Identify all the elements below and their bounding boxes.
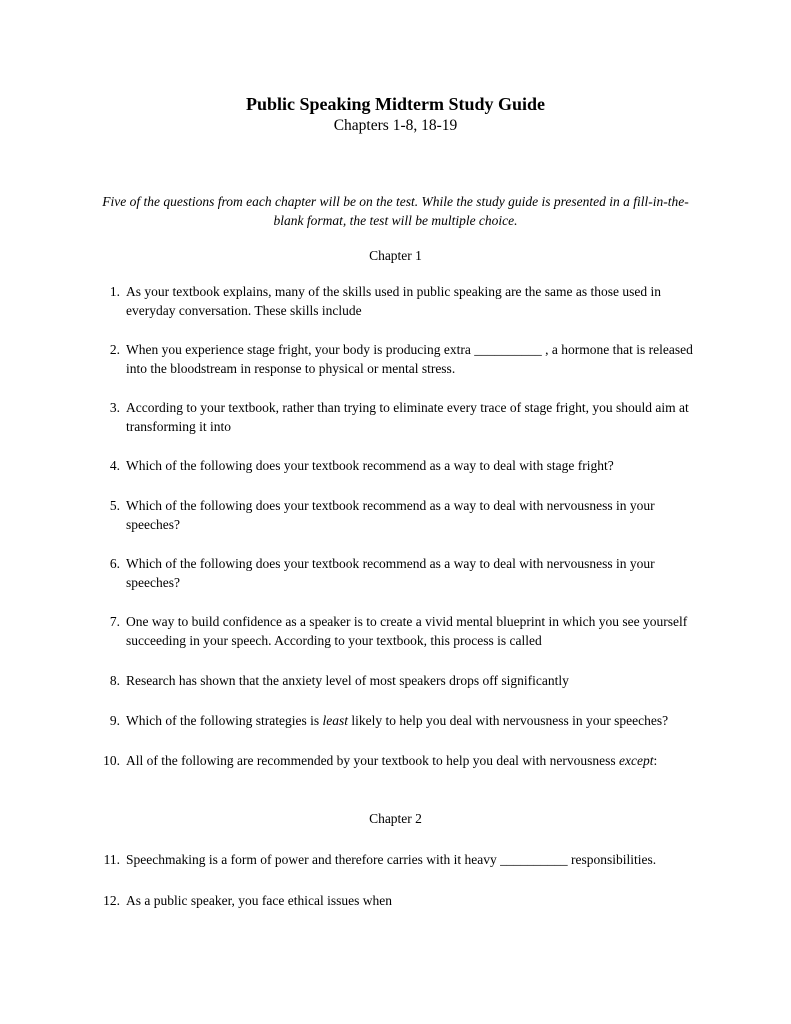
question-number: 10. [103,753,120,768]
question-number: 6. [109,556,120,571]
question-text: As your textbook explains, many of the skills used in public speaking are the same as those used in everyday conversation. These skills include [126,284,662,318]
question-number: 1. [109,284,120,299]
question-number: 8. [109,673,120,688]
question-text: Which of the following does your textbook recommend as a way to deal with nervousness in your speeches? [126,556,655,590]
question-number: 4. [109,458,120,473]
question-text: Speechmaking is a form of power and therefore carries with it heavy __________ responsibilities. [126,852,657,867]
emphasis-text: except [619,753,654,768]
question-number: 3. [109,400,120,415]
question-text: Which of the following does your textbook recommend as a way to deal with nervousness in your speeches? [126,498,655,532]
chapter-heading: Chapter 2 [369,811,422,826]
document-title: Public Speaking Midterm Study Guide [245,94,546,114]
question-text: Which of the following does your textbook recommend as a way to deal with stage fright? [126,458,614,473]
emphasis-text: least [322,713,348,728]
question-number: 2. [109,342,120,357]
question-number: 11. [103,852,120,867]
question-text: Research has shown that the anxiety level of most speakers drops off significantly [126,673,569,688]
chapter-heading: Chapter 1 [369,248,422,263]
question-number: 12. [103,893,120,908]
question-text: Which of the following strategies is least likely to help you deal with nervousness in your speeches? [126,713,669,728]
question-text: As a public speaker, you face ethical issues when [126,893,392,908]
question-number: 7. [109,614,120,629]
question-number: 9. [109,713,120,728]
question-text: All of the following are recommended by your textbook to help you deal with nervousness except: [126,753,658,768]
question-text: One way to build confidence as a speaker is to create a vivid mental blueprint in which you see yourself succeeding in your speech. According to your textbook, this process is called [126,614,688,648]
question-text: When you experience stage fright, your body is producing extra __________ , a hormone that is released into the bloodstream in response to physical or mental stress. [126,342,693,376]
document-subtitle: Chapters 1-8, 18-19 [333,117,458,134]
question-text: According to your textbook, rather than trying to eliminate every trace of stage fright, you should aim at transforming it into [126,400,689,434]
question-number: 5. [109,498,120,513]
intro-paragraph: Five of the questions from each chapter will be on the test. While the study guide is presented in a fill-in-the-blank format, the test will be multiple choice. [102,194,689,228]
